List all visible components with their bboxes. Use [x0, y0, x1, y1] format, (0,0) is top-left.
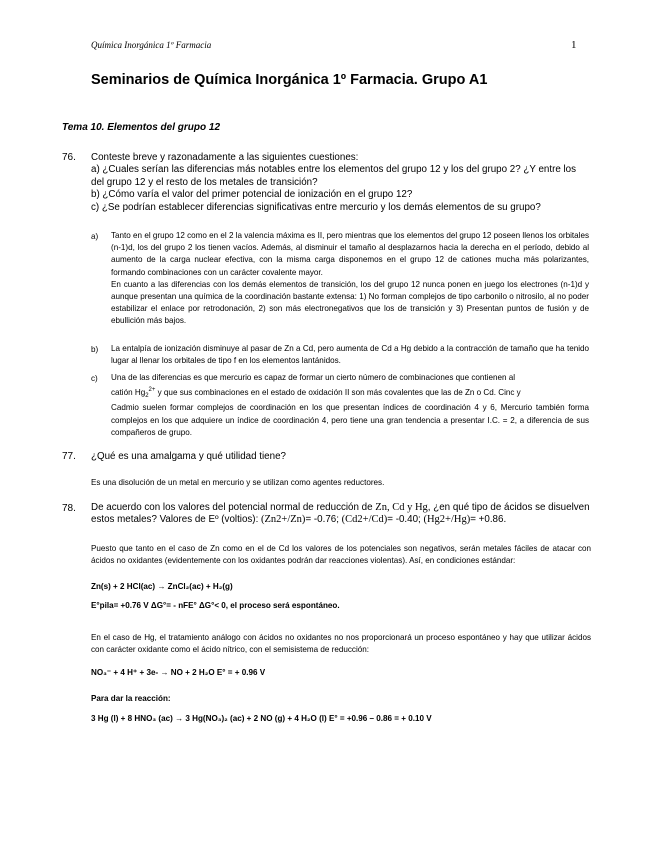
- answer-76-b-label: b): [91, 345, 99, 354]
- question-77-number: 77.: [62, 451, 76, 462]
- answer-78-p1: Puesto que tanto en el caso de Zn como en el de Cd los valores de los potenciales son negativos, serán metales fáciles de atacar con ácidos no oxidantes (evidentemente con los oxidantes podrán dar reacciones violentas). Así, en condiciones estándar:: [91, 544, 591, 566]
- answer-76-c-line3: Cadmio suelen formar complejos de coordinación en los que presentan índices de coordinación 4 y 6, Mercurio también forma complejos en los que adquiere un índice de coordinación 4, pero tiene una gran tendencia a presentar I.C. = 2, a diferencia de sus compañeros de grupo.: [111, 403, 589, 437]
- equation-hg-hno3: 3 Hg (l) + 8 HNO₃ (ac) → 3 Hg(NO₃)₂ (ac) + 2 NO (g) + 4 H₂O (l) E° = +0.96 – 0.86 = + 0.10 V: [91, 714, 432, 723]
- potential-zn: (Zn2+/Zn): [261, 514, 306, 526]
- answer-76-a: [111, 230, 589, 328]
- question-77-text: ¿Qué es una amalgama y qué utilidad tiene?: [91, 451, 286, 462]
- answer-76-c: [111, 372, 589, 439]
- question-78-number: 78.: [62, 503, 76, 514]
- question-76-text: [91, 152, 591, 214]
- answer-76-a-p1: Tanto en el grupo 12 como en el 2 la valencia máxima es II, pero mientras que los elementos del grupo 12 poseen llenos los orbitales (n-1)d, los del grupo 2 los tienen vacíos. Además, al disminuir el tamaño al desplazarnos hacia la derecha en el período, debido al aumento de la carga nuclear efectiva, con la misma carga disponemos en el grupo 12 de cationes mucha más polarizantes, formando combinaciones con un carácter covalente mayor.: [111, 231, 589, 277]
- answer-78-p3: Para dar la reacción:: [91, 694, 171, 703]
- running-header: Química Inorgánica 1º Farmacia: [91, 40, 212, 50]
- question-76-c: c) ¿Se podrían establecer diferencias significativas entre mercurio y los demás elementos de su grupo?: [91, 201, 541, 213]
- answer-76-c-label: c): [91, 374, 98, 383]
- answer-76-c-line2: catión $Hg_2^{2+}$ y que sus combinaciones en el estado de oxidación II son más covalentes que las de Zn o Cd. Cinc y: [111, 387, 521, 400]
- answer-76-c-line1: Una de las diferencias es que mercurio es capaz de formar un cierto número de combinaciones que contienen al: [111, 373, 516, 382]
- answer-77: Es una disolución de un metal en mercurio y se utilizan como agentes reductores.: [91, 478, 385, 487]
- page-title: Seminarios de Química Inorgánica 1º Farmacia. Grupo A1: [91, 72, 488, 88]
- potential-hg: (Hg2+/Hg): [423, 514, 471, 526]
- page-number: 1: [571, 39, 577, 51]
- question-76-intro: Conteste breve y razonadamente a las siguientes cuestiones:: [91, 152, 359, 163]
- equation-zn-hcl: Zn(s) + 2 HCl(ac) → ZnCl₂(ac) + H₂(g): [91, 582, 233, 591]
- question-76-b: b) ¿Cómo varía el valor del primer potencial de ionización en el grupo 12?: [91, 189, 413, 201]
- question-78-text: De acuerdo con los valores del potencial normal de reducción de Zn, Cd y Hg, ¿en qué tipo de ácidos se disuelven estos metales? Valores de Eº (voltios): (Zn2+/Zn)= -0.76; (Cd2+/Cd)= -0.40; (Hg2+/Hg)= +0.86.: [91, 502, 590, 526]
- question-76-number: 76.: [62, 152, 76, 163]
- equation-zn-energy: E°pila= +0.76 V ΔG°= - nFE° ΔG°< 0, el proceso será espontáneo.: [91, 601, 340, 610]
- potential-cd: (Cd2+/Cd): [341, 514, 388, 526]
- topic-heading: Tema 10. Elementos del grupo 12: [62, 122, 221, 133]
- answer-76-a-label: a): [91, 232, 99, 241]
- answer-76-b: La entalpía de ionización disminuye al pasar de Zn a Cd, pero aumenta de Cd a Hg debido a la contracción de tamaño que ha tenido lugar al llenar los orbitales de tipo f en los elementos lantánidos.: [111, 344, 589, 366]
- equation-nitrate-reduction: NO₃⁻ + 4 H⁺ + 3e- → NO + 2 H₂O E° = + 0.96 V: [91, 668, 266, 677]
- answer-78-p2: En el caso de Hg, el tratamiento análogo con ácidos no oxidantes no nos proporcionará un proceso espontáneo y hay que utilizar ácidos con carácter oxidante como el ácido nítrico, con el semisistema de reducción:: [91, 633, 591, 655]
- question-76-a: a) ¿Cuales serían las diferencias más notables entre los elementos del grupo 12 y los del grupo 2? ¿Y entre los del grupo 12 y el resto de los metales de transición?: [91, 164, 577, 188]
- answer-76-a-p2: En cuanto a las diferencias con los demás elementos de transición, los del grupo 12 nunca ponen en juego los electrones (n-1)d y aunque presentan una química de la coordinación bastante extensa: 1) No forman complejos de tipo carbonilo o nitrosilo, al no poder estabilizar el enlace por retrodonación, 2) son más electronegativos que los de transición y 3) Presentan puntos de fusión y de ebullición más bajos.: [111, 279, 589, 326]
